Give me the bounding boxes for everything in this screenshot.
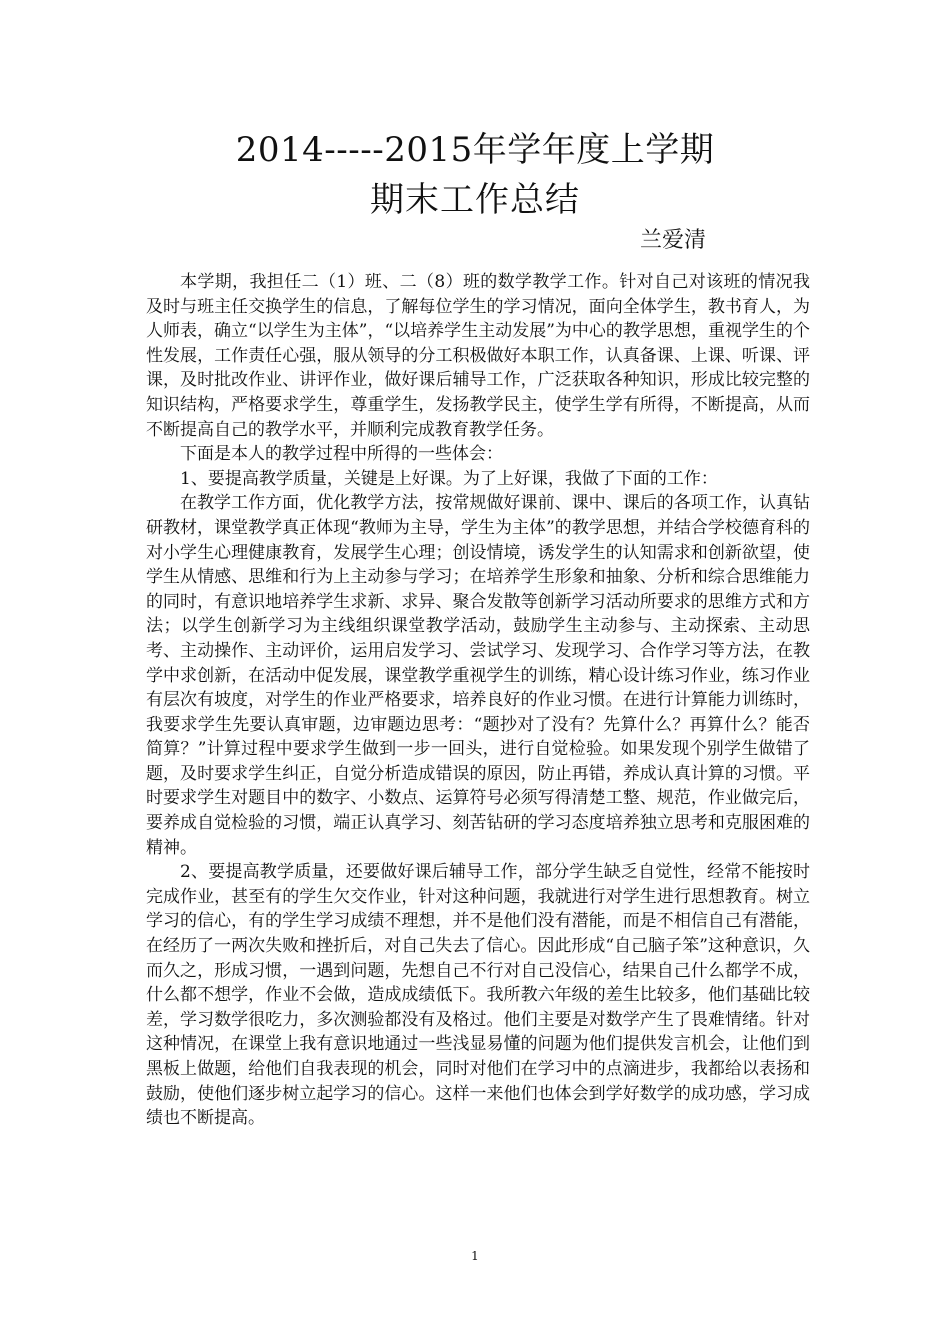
paragraph: 2、要提高教学质量，还要做好课后辅导工作，部分学生缺乏自觉性，经常不能按时完成作业，甚至有的学生欠交作业，针对这种问题，我就进行对学生进行思想教育。树立学习的信心，有的学生学习成绩不理想，并不是他们没有潜能，而是不相信自己有潜能，在经历了一两次失败和挫折后，对自己失去了信心。因此形成“自己脑子笨”这种意识，久而久之，形成习惯，一遇到问题，先想自己不行对自己没信心，结果自己什么都学不成，什么都不想学，作业不会做，造成成绩低下。我所教六年级的差生比较多，他们基础比较差，学习数学很吃力，多次测验都没有及格过。他们主要是对数学产生了畏难情绪。针对这种情况，在课堂上我有意识地通过一些浅显易懂的问题为他们提供发言机会，让他们到黑板上做题，给他们自我表现的机会，同时对他们在学习中的点滴进步，我都给以表扬和鼓励，使他们逐步树立起学习的信心。这样一来他们也体会到学好数学的成功感，学习成绩也不断提高。 (146, 862, 810, 1129)
page-number: 1 (471, 1249, 479, 1263)
author-name: 兰爱清 (640, 228, 707, 253)
paragraph: 1、要提高教学质量，关键是上好课。为了上好课，我做了下面的工作： (180, 468, 718, 489)
paragraph: 本学期，我担任二（1）班、二（8）班的数学教学工作。针对自己对该班的情况我及时与班主任交换学生的信息，了解每位学生的学习情况，面向全体学生，教书育人，为人师表，确立“以学生为主体”，“以培养学生主动发展”为中心的教学思想，重视学生的个性发展，工作责任心强，服从领导的分工积极做好本职工作，认真备课、上课、听课、评课，及时批改作业、讲评作业，做好课后辅导工作，广泛获取各种知识，形成比较完整的知识结构，严格要求学生，尊重学生，发扬教学民主，使学生学有所得，不断提高，从而不断提高自己的教学水平，并顺利完成教育教学任务。 (146, 272, 810, 440)
paragraph: 在教学工作方面，优化教学方法，按常规做好课前、课中、课后的各项工作，认真钻研教材，课堂教学真正体现“教师为主导，学生为主体”的教学思想，并结合学校德育科的对小学生心理健康教育，发展学生心理；创设情境，诱发学生的认知需求和创新欲望，使学生从情感、思维和行为上主动参与学习；在培养学生形象和抽象、分析和综合思维能力的同时，有意识地培养学生求新、求异、聚合发散等创新学习活动所要求的思维方式和方法；以学生创新学习为主线组织课堂教学活动，鼓励学生主动参与、主动探索、主动思考、主动操作、主动评价，运用启发学习、尝试学习、发现学习、合作学习等方法，在教学中求创新，在活动中促发展，课堂教学重视学生的训练，精心设计练习作业，练习作业有层次有坡度，对学生的作业严格要求，培养良好的作业习惯。在进行计算能力训练时，我要求学生先要认真审题，边审题边思考：“题抄对了没有？先算什么？再算什么？能否简算？”计算过程中要求学生做到一步一回头，进行自觉检验。如果发现个别学生做错了题，及时要求学生纠正，自觉分析造成错误的原因，防止再错，养成认真计算的习惯。平时要求学生对题目中的数字、小数点、运算符号必须写得清楚工整、规范，作业做完后，要养成自觉检验的习惯，端正认真学习、刻苦钻研的学习态度培养独立思考和克服困难的精神。 (146, 493, 810, 858)
paragraph: 下面是本人的教学过程中所得的一些体会： (180, 444, 503, 465)
document-title-line2: 期末工作总结 (370, 180, 580, 220)
document-title-line1: 2014-----2015年学年度上学期 (235, 130, 715, 170)
document-body (146, 270, 810, 1131)
